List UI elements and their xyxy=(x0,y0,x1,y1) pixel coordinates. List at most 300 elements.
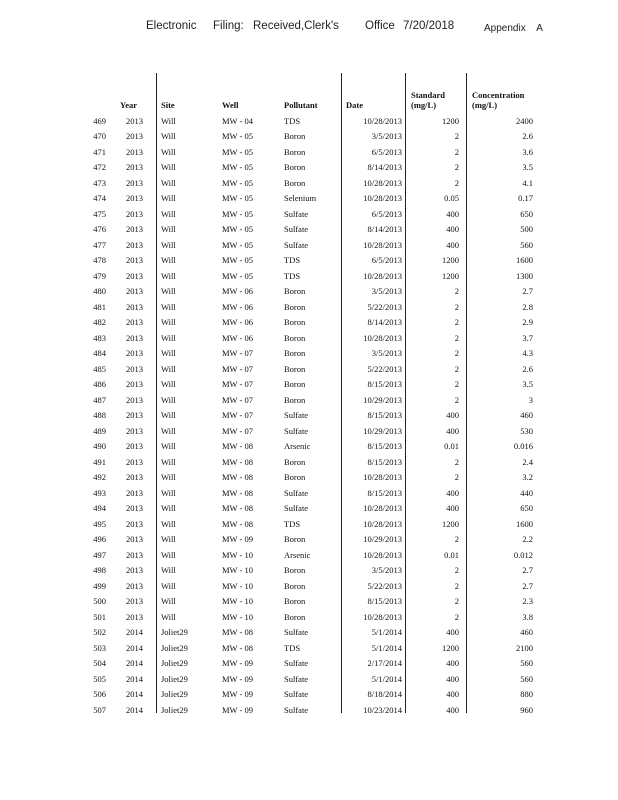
pollutant-cell: Arsenic xyxy=(284,549,311,560)
site-cell: Will xyxy=(161,193,176,203)
concentration-cell: 560 xyxy=(520,673,533,684)
concentration-cell: 3.6 xyxy=(522,146,533,157)
row-index: 501 xyxy=(93,611,106,622)
concentration-cell: 2.7 xyxy=(522,565,533,575)
concentration-cell: 2.2 xyxy=(522,534,533,544)
year-cell: 2013 xyxy=(126,301,143,312)
concentration-cell: 2.6 xyxy=(522,131,533,141)
well-cell: MW - 10 xyxy=(222,549,254,560)
site-cell: Will xyxy=(161,239,176,250)
year-cell: 2013 xyxy=(126,193,143,203)
column-header-site: Site xyxy=(161,99,175,110)
pollutant-cell: TDS xyxy=(284,518,301,529)
standard-cell: 2 xyxy=(454,162,459,172)
standard-cell: 2 xyxy=(454,177,459,188)
date-cell: 3/5/2013 xyxy=(371,348,402,358)
year-cell: 2013 xyxy=(126,131,143,141)
standard-cell: 400 xyxy=(446,658,459,668)
date-cell: 2/17/2014 xyxy=(367,658,402,668)
concentration-cell: 560 xyxy=(520,658,533,668)
year-cell: 2013 xyxy=(126,224,143,234)
date-cell: 10/28/2013 xyxy=(363,472,402,482)
concentration-cell: 650 xyxy=(520,503,533,513)
standard-cell: 0.01 xyxy=(444,441,459,451)
year-cell: 2013 xyxy=(126,115,143,126)
row-index: 486 xyxy=(93,379,106,389)
standard-cell: 400 xyxy=(446,487,459,498)
concentration-cell: 3.2 xyxy=(522,472,533,482)
well-cell: MW - 09 xyxy=(222,689,254,699)
standard-cell: 400 xyxy=(446,425,459,436)
concentration-cell: 4.3 xyxy=(522,348,533,358)
year-cell: 2013 xyxy=(126,611,143,622)
pollutant-cell: TDS xyxy=(284,270,301,281)
site-cell: Will xyxy=(161,177,176,188)
concentration-cell: 4.1 xyxy=(522,177,533,188)
row-index: 506 xyxy=(93,689,106,699)
concentration-cell: 2.6 xyxy=(522,363,533,374)
site-cell: Will xyxy=(161,131,176,141)
concentration-cell: 440 xyxy=(520,487,533,498)
well-cell: MW - 08 xyxy=(222,472,254,482)
standard-cell: 2 xyxy=(454,472,459,482)
well-cell: MW - 07 xyxy=(222,410,254,420)
date-cell: 10/29/2013 xyxy=(363,425,402,436)
well-cell: MW - 04 xyxy=(222,115,254,126)
date-cell: 10/28/2013 xyxy=(363,239,402,250)
date-cell: 10/28/2013 xyxy=(363,270,402,281)
date-cell: 5/1/2014 xyxy=(371,673,402,684)
pollutant-cell: Boron xyxy=(284,580,306,591)
pollutant-cell: Boron xyxy=(284,162,306,172)
date-cell: 8/14/2013 xyxy=(367,162,402,172)
year-cell: 2013 xyxy=(126,363,143,374)
site-cell: Joliet29 xyxy=(161,673,188,684)
pollutant-cell: Boron xyxy=(284,332,306,343)
date-cell: 6/5/2013 xyxy=(371,208,402,219)
year-cell: 2013 xyxy=(126,565,143,575)
year-cell: 2014 xyxy=(126,658,143,668)
site-cell: Joliet29 xyxy=(161,704,188,715)
pollutant-cell: Boron xyxy=(284,534,306,544)
standard-cell: 400 xyxy=(446,208,459,219)
well-cell: MW - 09 xyxy=(222,673,254,684)
standard-cell: 1200 xyxy=(442,518,459,529)
well-cell: MW - 05 xyxy=(222,162,254,172)
site-cell: Will xyxy=(161,565,176,575)
well-cell: MW - 07 xyxy=(222,394,254,405)
pollutant-cell: Sulfate xyxy=(284,410,309,420)
year-cell: 2013 xyxy=(126,518,143,529)
standard-cell: 2 xyxy=(454,580,459,591)
pollutant-cell: Boron xyxy=(284,456,306,467)
date-cell: 8/15/2013 xyxy=(367,410,402,420)
date-cell: 8/15/2013 xyxy=(367,379,402,389)
standard-cell: 1200 xyxy=(442,642,459,653)
concentration-cell: 530 xyxy=(520,425,533,436)
well-cell: MW - 06 xyxy=(222,332,254,343)
pollutant-cell: Boron xyxy=(284,565,306,575)
date-cell: 8/15/2013 xyxy=(367,441,402,451)
pollutant-cell: Sulfate xyxy=(284,425,309,436)
well-cell: MW - 09 xyxy=(222,704,254,715)
standard-cell: 2 xyxy=(454,146,459,157)
standard-cell: 2 xyxy=(454,317,459,327)
site-cell: Will xyxy=(161,394,176,405)
date-cell: 8/14/2013 xyxy=(367,317,402,327)
concentration-cell: 3.8 xyxy=(522,611,533,622)
pollutant-cell: Sulfate xyxy=(284,224,309,234)
concentration-cell: 2.3 xyxy=(522,596,533,606)
standard-cell: 1200 xyxy=(442,255,459,265)
date-column-divider xyxy=(341,73,342,713)
column-header-year: Year xyxy=(120,99,137,110)
well-cell: MW - 07 xyxy=(222,425,254,436)
row-index: 480 xyxy=(93,286,106,296)
well-cell: MW - 08 xyxy=(222,503,254,513)
concentration-cell: 460 xyxy=(520,627,533,637)
pollutant-cell: Boron xyxy=(284,146,306,157)
site-cell: Will xyxy=(161,472,176,482)
well-cell: MW - 05 xyxy=(222,208,254,219)
column-header-standard: Standard (mg/L) xyxy=(411,90,446,110)
date-cell: 10/28/2013 xyxy=(363,193,402,203)
row-index: 483 xyxy=(93,332,106,343)
well-cell: MW - 05 xyxy=(222,255,254,265)
standard-cell: 400 xyxy=(446,627,459,637)
date-cell: 6/5/2013 xyxy=(371,146,402,157)
site-cell: Will xyxy=(161,379,176,389)
concentration-cell: 960 xyxy=(520,704,533,715)
date-cell: 8/15/2013 xyxy=(367,596,402,606)
date-cell: 10/28/2013 xyxy=(363,611,402,622)
well-cell: MW - 05 xyxy=(222,224,254,234)
row-index: 487 xyxy=(93,394,106,405)
column-header-well: Well xyxy=(222,99,239,110)
concentration-cell: 2.7 xyxy=(522,580,533,591)
well-cell: MW - 05 xyxy=(222,239,254,250)
row-index: 470 xyxy=(93,131,106,141)
well-cell: MW - 05 xyxy=(222,177,254,188)
well-cell: MW - 06 xyxy=(222,301,254,312)
pollutant-cell: Sulfate xyxy=(284,673,309,684)
date-cell: 10/29/2013 xyxy=(363,534,402,544)
well-cell: MW - 10 xyxy=(222,611,254,622)
year-cell: 2013 xyxy=(126,503,143,513)
standard-cell: 2 xyxy=(454,565,459,575)
column-header-pollutant: Pollutant xyxy=(284,99,318,110)
date-cell: 8/15/2013 xyxy=(367,456,402,467)
row-index: 490 xyxy=(93,441,106,451)
header-date: 7/20/2018 xyxy=(403,20,455,32)
pollutant-cell: Boron xyxy=(284,611,306,622)
year-cell: 2014 xyxy=(126,642,143,653)
date-cell: 10/28/2013 xyxy=(363,518,402,529)
date-cell: 8/15/2013 xyxy=(367,487,402,498)
site-cell: Joliet29 xyxy=(161,642,188,653)
row-index: 478 xyxy=(93,255,106,265)
site-cell: Will xyxy=(161,441,176,451)
site-cell: Will xyxy=(161,348,176,358)
site-cell: Will xyxy=(161,208,176,219)
year-cell: 2013 xyxy=(126,208,143,219)
site-cell: Will xyxy=(161,317,176,327)
well-cell: MW - 06 xyxy=(222,286,254,296)
date-cell: 10/28/2013 xyxy=(363,177,402,188)
date-cell: 5/22/2013 xyxy=(367,580,402,591)
row-index: 504 xyxy=(93,658,106,668)
site-cell: Joliet29 xyxy=(161,658,188,668)
date-cell: 10/23/2014 xyxy=(363,704,402,715)
concentration-cell: 3.7 xyxy=(522,332,533,343)
well-cell: MW - 08 xyxy=(222,642,254,653)
year-cell: 2013 xyxy=(126,239,143,250)
row-index: 473 xyxy=(93,177,106,188)
row-index: 491 xyxy=(93,456,106,467)
row-index: 497 xyxy=(93,549,106,560)
site-cell: Will xyxy=(161,286,176,296)
row-index: 500 xyxy=(93,596,106,606)
date-cell: 8/18/2014 xyxy=(367,689,402,699)
concentration-cell: 2.4 xyxy=(522,456,533,467)
site-cell: Will xyxy=(161,332,176,343)
site-cell: Will xyxy=(161,162,176,172)
site-cell: Will xyxy=(161,224,176,234)
site-cell: Will xyxy=(161,115,176,126)
year-cell: 2013 xyxy=(126,255,143,265)
pollutant-cell: Sulfate xyxy=(284,704,309,715)
row-index: 471 xyxy=(93,146,106,157)
concentration-cell: 3.5 xyxy=(522,162,533,172)
standard-cell: 400 xyxy=(446,704,459,715)
pollutant-cell: Sulfate xyxy=(284,208,309,219)
standard-cell: 2 xyxy=(454,301,459,312)
concentration-cell: 3 xyxy=(528,394,533,405)
well-cell: MW - 09 xyxy=(222,658,254,668)
date-cell: 3/5/2013 xyxy=(371,286,402,296)
well-cell: MW - 05 xyxy=(222,131,254,141)
standard-column-divider xyxy=(405,73,406,713)
row-index: 481 xyxy=(93,301,106,312)
date-cell: 10/28/2013 xyxy=(363,115,402,126)
header-appendix: Appendix A xyxy=(484,23,543,34)
site-cell: Will xyxy=(161,580,176,591)
header-received: Received,Clerk's xyxy=(253,20,339,32)
year-cell: 2013 xyxy=(126,487,143,498)
concentration-cell: 0.17 xyxy=(518,193,533,203)
standard-cell: 2 xyxy=(454,534,459,544)
well-cell: MW - 10 xyxy=(222,565,254,575)
date-cell: 3/5/2013 xyxy=(371,565,402,575)
row-index: 495 xyxy=(93,518,106,529)
well-cell: MW - 06 xyxy=(222,317,254,327)
row-index: 503 xyxy=(93,642,106,653)
date-cell: 3/5/2013 xyxy=(371,131,402,141)
concentration-cell: 1600 xyxy=(516,255,533,265)
well-cell: MW - 10 xyxy=(222,580,254,591)
row-index: 469 xyxy=(93,115,106,126)
standard-cell: 2 xyxy=(454,456,459,467)
site-cell: Will xyxy=(161,255,176,265)
year-cell: 2013 xyxy=(126,348,143,358)
concentration-cell: 560 xyxy=(520,239,533,250)
well-cell: MW - 08 xyxy=(222,487,254,498)
row-index: 496 xyxy=(93,534,106,544)
concentration-column-divider xyxy=(466,73,467,713)
pollutant-cell: Sulfate xyxy=(284,487,309,498)
date-cell: 8/14/2013 xyxy=(367,224,402,234)
well-cell: MW - 07 xyxy=(222,348,254,358)
site-cell: Will xyxy=(161,549,176,560)
standard-cell: 2 xyxy=(454,286,459,296)
standard-cell: 2 xyxy=(454,394,459,405)
site-cell: Will xyxy=(161,611,176,622)
date-cell: 5/1/2014 xyxy=(371,642,402,653)
standard-cell: 2 xyxy=(454,611,459,622)
row-index: 502 xyxy=(93,627,106,637)
year-cell: 2014 xyxy=(126,704,143,715)
well-cell: MW - 05 xyxy=(222,270,254,281)
standard-cell: 2 xyxy=(454,363,459,374)
concentration-cell: 880 xyxy=(520,689,533,699)
site-cell: Will xyxy=(161,146,176,157)
well-cell: MW - 08 xyxy=(222,456,254,467)
row-index: 498 xyxy=(93,565,106,575)
concentration-cell: 2100 xyxy=(516,642,533,653)
well-cell: MW - 05 xyxy=(222,193,254,203)
site-column-divider xyxy=(156,73,157,713)
well-cell: MW - 07 xyxy=(222,379,254,389)
concentration-cell: 2400 xyxy=(516,115,533,126)
row-index: 477 xyxy=(93,239,106,250)
site-cell: Joliet29 xyxy=(161,689,188,699)
well-cell: MW - 08 xyxy=(222,627,254,637)
pollutant-cell: TDS xyxy=(284,255,301,265)
row-index: 479 xyxy=(93,270,106,281)
year-cell: 2013 xyxy=(126,534,143,544)
year-cell: 2014 xyxy=(126,689,143,699)
row-index: 476 xyxy=(93,224,106,234)
year-cell: 2013 xyxy=(126,456,143,467)
pollutant-cell: TDS xyxy=(284,642,301,653)
standard-cell: 2 xyxy=(454,596,459,606)
row-index: 472 xyxy=(93,162,106,172)
site-cell: Will xyxy=(161,270,176,281)
pollutant-cell: Boron xyxy=(284,301,306,312)
row-index: 494 xyxy=(93,503,106,513)
year-cell: 2013 xyxy=(126,270,143,281)
standard-cell: 2 xyxy=(454,131,459,141)
well-cell: MW - 09 xyxy=(222,534,254,544)
concentration-cell: 500 xyxy=(520,224,533,234)
header-electronic: Electronic xyxy=(146,20,197,32)
pollutant-cell: Boron xyxy=(284,363,306,374)
year-cell: 2013 xyxy=(126,472,143,482)
site-cell: Will xyxy=(161,456,176,467)
standard-cell: 1200 xyxy=(442,270,459,281)
pollutant-cell: Sulfate xyxy=(284,239,309,250)
year-cell: 2013 xyxy=(126,410,143,420)
site-cell: Will xyxy=(161,363,176,374)
header-office: Office xyxy=(365,20,395,32)
concentration-cell: 2.7 xyxy=(522,286,533,296)
concentration-cell: 2.8 xyxy=(522,301,533,312)
standard-cell: 400 xyxy=(446,239,459,250)
concentration-cell: 0.012 xyxy=(513,549,533,560)
standard-cell: 400 xyxy=(446,224,459,234)
date-cell: 10/28/2013 xyxy=(363,503,402,513)
concentration-cell: 650 xyxy=(520,208,533,219)
row-index: 505 xyxy=(93,673,106,684)
concentration-cell: 1600 xyxy=(516,518,533,529)
pollutant-cell: Boron xyxy=(284,472,306,482)
year-cell: 2013 xyxy=(126,317,143,327)
row-index: 485 xyxy=(93,363,106,374)
standard-cell: 0.01 xyxy=(444,549,459,560)
pollutant-cell: Sulfate xyxy=(284,503,309,513)
pollutant-cell: Boron xyxy=(284,317,306,327)
site-cell: Will xyxy=(161,410,176,420)
well-cell: MW - 10 xyxy=(222,596,254,606)
site-cell: Will xyxy=(161,425,176,436)
pollutant-cell: Boron xyxy=(284,131,306,141)
pollutant-cell: Boron xyxy=(284,379,306,389)
date-cell: 5/22/2013 xyxy=(367,363,402,374)
well-cell: MW - 05 xyxy=(222,146,254,157)
row-index: 499 xyxy=(93,580,106,591)
year-cell: 2014 xyxy=(126,627,143,637)
pollutant-cell: Boron xyxy=(284,348,306,358)
pollutant-cell: Boron xyxy=(284,177,306,188)
filing-header xyxy=(146,20,566,36)
year-cell: 2013 xyxy=(126,596,143,606)
year-cell: 2013 xyxy=(126,441,143,451)
pollutant-cell: Sulfate xyxy=(284,658,309,668)
year-cell: 2013 xyxy=(126,394,143,405)
site-cell: Will xyxy=(161,503,176,513)
row-index: 482 xyxy=(93,317,106,327)
standard-cell: 0.05 xyxy=(444,193,459,203)
row-index: 474 xyxy=(93,193,106,203)
concentration-cell: 1300 xyxy=(516,270,533,281)
pollutant-cell: Selenium xyxy=(284,193,317,203)
row-index: 507 xyxy=(93,704,106,715)
year-cell: 2013 xyxy=(126,549,143,560)
row-index: 489 xyxy=(93,425,106,436)
date-cell: 5/22/2013 xyxy=(367,301,402,312)
row-index: 488 xyxy=(93,410,106,420)
header-filing: Filing: xyxy=(213,20,244,32)
date-cell: 5/1/2014 xyxy=(371,627,402,637)
standard-cell: 400 xyxy=(446,410,459,420)
site-cell: Will xyxy=(161,518,176,529)
date-cell: 10/28/2013 xyxy=(363,549,402,560)
standard-cell: 1200 xyxy=(442,115,459,126)
concentration-cell: 3.5 xyxy=(522,379,533,389)
year-cell: 2013 xyxy=(126,146,143,157)
date-cell: 10/28/2013 xyxy=(363,332,402,343)
pollutant-cell: Boron xyxy=(284,394,306,405)
row-index: 475 xyxy=(93,208,106,219)
pollutant-cell: Sulfate xyxy=(284,689,309,699)
year-cell: 2013 xyxy=(126,177,143,188)
site-cell: Will xyxy=(161,487,176,498)
site-cell: Will xyxy=(161,534,176,544)
standard-cell: 2 xyxy=(454,332,459,343)
site-cell: Will xyxy=(161,596,176,606)
concentration-cell: 2.9 xyxy=(522,317,533,327)
row-index: 493 xyxy=(93,487,106,498)
